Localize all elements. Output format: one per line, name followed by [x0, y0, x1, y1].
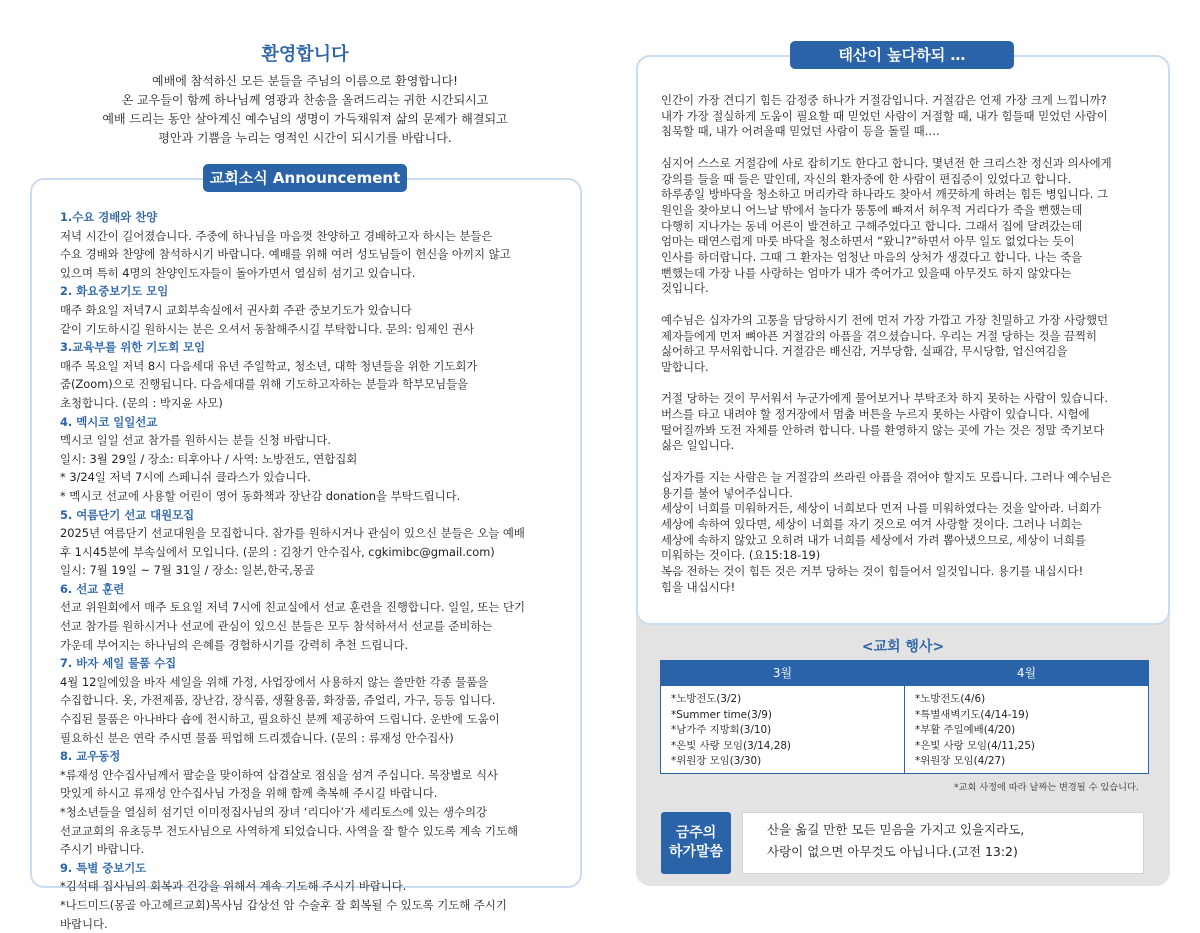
announcement-text: 일시: 7월 19일 ~ 7월 31일 / 장소: 일본,한국,몽골: [60, 563, 315, 578]
announcement-item-title: 5. 여름단기 선교 대원모집: [60, 507, 195, 522]
announcement-item-title: 8. 교우동정: [60, 749, 121, 764]
announcement-text: 주시기 바랍니다.: [60, 842, 145, 857]
events-march-list: [671, 692, 904, 770]
events-april: [904, 660, 1149, 774]
event-item: *위원장 모임(3/30): [671, 755, 762, 767]
event-item: *은빛 사랑 모임(4/11,25): [915, 739, 1035, 752]
announcement-item-title: 2. 화요중보기도 모임: [60, 284, 169, 299]
essay-paragraph: 인간이 가장 견디기 힘든 감정중 하나가 거절감입니다. 거절감은 언제 가장 크게 느낍니까? 내가 가장 절실하게 도움이 필요할 때 믿었던 사람이 거절할 때, 내가 힘들때 믿었던 사람이 침묵할 때, 내가 어려울때 믿었던 사람이 등을 돌릴 때….: [661, 93, 1108, 139]
announcement-text: * 3/24일 저녁 7시에 스페니쉬 클라스가 있습니다.: [60, 470, 311, 485]
welcome-line: 예배에 참석하신 모든 분들을 주님의 이름으로 환영합니다!: [152, 74, 458, 88]
verse-line: 사랑이 없으면 아무것도 아닙니다.(고전 13:2): [767, 844, 1018, 859]
announcement-text: 선교 위원회에서 매주 토요일 저녁 7시에 친교실에서 선교 훈련을 진행합니다. 일일, 또는 단기: [60, 600, 526, 615]
announcement-panel: [30, 178, 582, 931]
announcement-text: 선교교회의 유초등부 전도사님으로 사역하게 되었습니다. 사역을 잘 할수 있도록 계속 기도해: [60, 823, 518, 838]
announcement-text: 선교 참가를 원하시거나 선교에 관심이 있으신 분들은 모두 참석하셔서 선교를 준비하는: [60, 619, 493, 634]
announcement-text: 4월 12일에있을 바자 세일을 위해 가정, 사업장에서 사용하지 않는 쓸만한 각종 물품을: [60, 674, 489, 689]
announcement-text: 2025년 여름단기 선교대원을 모집합니다. 참가를 원하시거나 관심이 있으신 분들은 오늘 예배: [60, 526, 525, 541]
verse-box: [742, 812, 1144, 874]
welcome-title: 환영합니다: [261, 44, 349, 65]
announcement-text: 초청합니다. (문의 : 박지윤 사모): [60, 395, 223, 410]
essay-paragraph: 심지어 스스로 거절감에 사로 잡히기도 한다고 합니다. 몇년전 한 크리스찬 정신과 의사에게 강의를 들을 때 들은 말인데, 자신의 환자중에 한 사람이 편집증이 있었다고 합니다. 하루종일 방바닥을 청소하고 머리카락 하나라도 찾아서 깨끗하게 하려는 힘든 병입니다. 그 원인을 찾아보니 어느날 밖에서 놀다가 똥통에 빠져서 허우적 거리다가 죽을 뻔했는데 다행히 지나가는 동네 어른이 발견하고 구해주었다고 합니다. 그래서 집에 달려갔는데 엄마는 태연스럽게 마룻 바닥을 청소하면서 “왔니?”하면서 아무 일도 없었다는 듯이 인사를 하더랍니다. 그때 그 환자는 엄청난 마음의 상처가 생겼다고 합니다. 나는 죽을 뻔했는데 가장 나를 사랑하는 엄마가 내가 죽어가고 있을때 아무것도 하지 않았다는 것입니다.: [661, 155, 1112, 296]
event-item: *특별새벽기도(4/14-19): [915, 708, 1029, 721]
announcement-item-title: 4. 멕시코 일일선교: [60, 414, 158, 429]
announcement-text: 저녁 시간이 길어졌습니다. 주중에 하나님을 마음껏 찬양하고 경배하고자 하시는 분들은: [60, 228, 493, 243]
welcome-line: 온 교우들이 함께 하나님께 영광과 찬송을 올려드리는 귀한 시간되시고: [121, 93, 489, 107]
essay-header: 태산이 높다하되 …: [790, 41, 1014, 69]
event-item: *남가주 지방회(3/10): [671, 724, 772, 736]
event-item: *노방전도(3/2): [671, 693, 742, 705]
announcement-text: 가운데 부어지는 하나님의 은혜를 경험하시기를 강력히 추천 드립니다.: [60, 637, 409, 652]
announcement-text: 후 1시45분에 부속실에서 모입니다. (문의 : 김창기 안수집사, cgkimibc@gmail.com): [60, 544, 495, 559]
announcement-text: 바랍니다.: [60, 916, 108, 931]
welcome-line: 예배 드리는 동안 살아계신 예수님의 생명이 가득채워져 삶의 문제가 해결되고: [102, 112, 508, 126]
announcement-item-title: 1.수요 경배와 찬양: [60, 210, 158, 224]
essay-paragraph: 예수님은 십자가의 고통을 담당하시기 전에 먼저 가장 가깝고 가장 친밀하고 가장 사랑했던 제자들에게 먼저 뼈아픈 거절감의 아픔을 겪으셨습니다. 우리는 거절 당하는 것을 끔찍히 싫어하고 무서워합니다. 거절감은 배신감, 거부당함, 실패감, 무시당함, 업신여김을 말합니다.: [661, 312, 1108, 374]
announcement-text: 멕시코 일일 선교 참가를 원하시는 분들 신청 바랍니다.: [60, 433, 332, 448]
events-note: *교회 사정에 따라 날짜는 변경될 수 있습니다.: [954, 782, 1139, 793]
month-label: 3월: [661, 661, 904, 686]
announcement-text: *류재성 안수집사님께서 팔순을 맞이하여 삽겹살로 점심을 섬겨 주십니다. 목장별로 식사: [60, 767, 499, 782]
events-title: <교회 행사>: [861, 639, 945, 655]
announcement-text: *청소년들을 열심히 섬기던 이미정집사님의 장녀 ‘리디아’가 세리토스에 있는 생수의강: [60, 805, 488, 819]
announcement-text: *김석태 집사님의 회복과 건강을 위해서 계속 기도해 주시기 바랍니다.: [60, 879, 407, 894]
announcement-text: 필요하신 분은 연락 주시면 물품 픽업해 드리겠습니다. (문의 : 류재성 안수집사): [60, 730, 454, 745]
essay-panel: [636, 55, 1170, 625]
event-item: *부활 주일예배(4/20): [915, 724, 1016, 736]
announcement-text: 매주 화요일 저녁7시 교회부속실에서 권사회 주관 중보기도가 있습니다: [60, 302, 412, 317]
announcement-item-title: 3.교육부를 위한 기도회 모임: [60, 340, 206, 355]
verse-label: 금주의 하가말씀: [661, 812, 731, 874]
announcement-item-title: 7. 바자 세일 물품 수집: [60, 656, 177, 671]
event-item: *노방전도(4/6): [915, 693, 986, 705]
event-item: *은빛 사랑 모임(3/14,28): [671, 739, 791, 752]
month-label: 4월: [905, 661, 1148, 686]
announcement-text: 수요 경배와 찬양에 참석하시기 바랍니다. 예배를 위해 여러 성도님들이 헌신을 아끼지 않고: [60, 247, 511, 262]
events-april-list: [915, 692, 1148, 770]
announcement-text: 일시: 3월 29일 / 장소: 티후아나 / 사역: 노방전도, 연합집회: [60, 451, 358, 466]
welcome-line: 평안과 기쁨을 누리는 영적인 시간이 되시기를 바랍니다.: [158, 131, 452, 145]
announcement-list: [60, 208, 570, 933]
announcement-item-title: 9. 특별 중보기도: [60, 860, 147, 875]
announcement-text: 맛있게 하시고 류재성 안수집사님 가정을 위해 함께 축복해 주시길 바랍니다.: [60, 786, 438, 801]
announcement-item-title: 6. 선교 훈련: [60, 581, 125, 596]
announcement-text: 있으며 특히 4명의 찬양인도자들이 돌아가면서 열심히 섬기고 있습니다.: [60, 265, 416, 280]
event-item: *Summer time(3/9): [671, 708, 772, 721]
announcement-text: 같이 기도하시길 원하시는 분은 오셔서 동참해주시길 부탁합니다. 문의: 임제인 권사: [60, 321, 475, 336]
announcement-text: 수집합니다. 옷, 가전제품, 장난감, 장식품, 생활용품, 화장품, 쥬얼리, 가구, 등등 입니다.: [60, 693, 496, 708]
announcement-text: *나드미드(몽골 아고헤르교회)목사님 갑상선 암 수술후 잘 회복될 수 있도록 기도해 주시기: [60, 897, 507, 912]
essay-body: [661, 93, 1155, 611]
announcement-text: 매주 목요일 저녁 8시 다음세대 유년 주일학교, 청소년, 대학 청년들을 위한 기도회가: [60, 358, 478, 373]
welcome-section: [30, 40, 580, 148]
announcement-text: 수집된 물품은 아나바다 숍에 전시하고, 필요하신 분께 제공하여 드립니다. 운반에 도움이: [60, 712, 500, 727]
events-march: [660, 660, 905, 774]
essay-paragraph: 십자가를 지는 사람은 늘 거절감의 쓰라린 아픔을 겪어야 할지도 모릅니다. 그러나 예수님은 용기를 불어 넣어주십니다. 세상이 너희를 미워하거든, 세상이 너희보다 먼저 나를 미워하였다는 것을 알아라. 너희가 세상에 속하여 있다면, 세상이 너희를 자기 것으로 여겨 사랑할 것이다. 그러나 너희는 세상에 속하지 않았고 오히려 내가 너희를 세상에서 가려 뽑아냈으므로, 세상이 너희를 미워하는 것이다. (요15:18-19) 복음 전하는 것이 힘든 것은 거부 당하는 것이 힘들어서 일것입니다. 용기를 내십시다! 힘을 내십시다!: [661, 469, 1112, 594]
essay-paragraph: 거절 당하는 것이 무서워서 누군가에게 물어보거나 부탁조차 하지 못하는 사람이 있습니다. 버스를 타고 내려야 할 정거장에서 멈춤 버튼을 누르지 못하는 사람이 있습니다. 시험에 떨어질까봐 도전 자체를 안하려 합니다. 나를 환영하지 않는 곳에 가는 것은 정말 죽기보다 싫은 일입니다.: [661, 391, 1108, 453]
announcement-header: 교회소식 Announcement: [203, 164, 407, 192]
announcement-text: 줌(Zoom)으로 진행됩니다. 다음세대를 위해 기도하고자하는 분들과 학부모님들을: [60, 377, 469, 392]
announcement-text: * 멕시코 선교에 사용할 어린이 영어 동화책과 장난감 donation을 부탁드립니다.: [60, 488, 461, 503]
event-item: *위원장 모임(4/27): [915, 755, 1006, 767]
verse-line: 산을 옮길 만한 모든 믿음을 가지고 있을지라도,: [767, 822, 1025, 837]
